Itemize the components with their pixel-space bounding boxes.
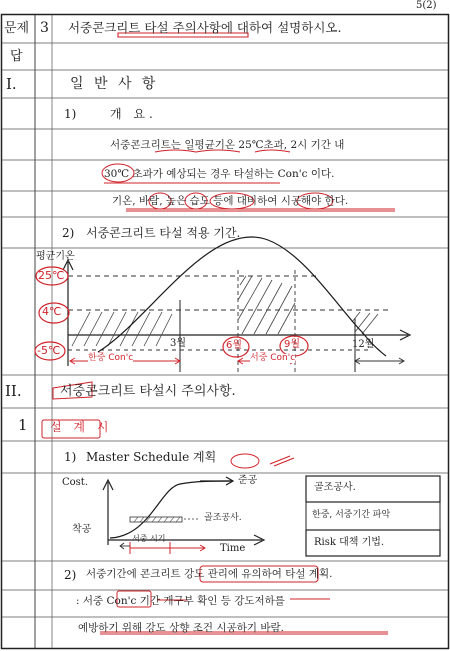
period-hot-label: 서중 Con'c bbox=[250, 353, 296, 363]
item2-line2: 예방하기 위해 강도 상향 조건 시공하기 바람. bbox=[78, 622, 284, 634]
section1-roman: I. bbox=[6, 75, 17, 93]
y-tick-minus5: -5℃ bbox=[37, 344, 61, 357]
para1-line2: 30℃ 초과가 예상되는 경우 타설하는 Con'c 이다. bbox=[104, 168, 335, 180]
section1-title: 일 반 사 항 bbox=[70, 76, 159, 92]
item1-no: 1) bbox=[64, 450, 77, 464]
hatch-hot-middle bbox=[238, 276, 295, 334]
framework-bar bbox=[130, 517, 182, 522]
hatch-cold-left bbox=[72, 312, 172, 346]
diag-bottom-left: 착공 bbox=[72, 524, 92, 535]
y-tick-4: 4℃ bbox=[42, 305, 62, 318]
x-tick-9: 9월 bbox=[284, 339, 301, 350]
hatch-cold-right bbox=[352, 312, 378, 334]
x-tick-6: 6월 bbox=[226, 340, 243, 351]
section2-title: 서중콘크리트 타설시 주의사항. bbox=[60, 384, 236, 399]
section2-sub-title: 설 계 시 bbox=[50, 420, 113, 434]
section2-sub-no: 1 bbox=[18, 416, 28, 434]
section1-sub1-no: 1) bbox=[64, 107, 77, 121]
box-line1: 한중, 서중기간 파악 bbox=[312, 510, 391, 520]
diag-y-label: Cost. bbox=[62, 477, 89, 488]
page-mark: 5(2) bbox=[416, 0, 437, 11]
diag-top-label: 준공 bbox=[238, 475, 258, 486]
period-cold-label: 한중 Con'c bbox=[88, 353, 134, 363]
para2: 기온, 바람, 높은 습도 등에 대비하여 시공해야 한다. bbox=[112, 195, 349, 207]
x-tick-12: 12월 bbox=[352, 339, 375, 350]
question-text: 서중콘크리트 타설 주의사항에 대하여 설명하시오. bbox=[68, 20, 342, 35]
item2-no: 2) bbox=[64, 568, 77, 582]
item1-title: Master Schedule 계획 bbox=[86, 450, 217, 464]
diag-phase-label: 서중 시기 bbox=[132, 534, 166, 543]
question-label: 문제 bbox=[4, 21, 30, 36]
item2-title: 서중기간에 콘크리트 강도 관리에 유의하여 타설 계획. bbox=[86, 568, 333, 580]
box-line2: Risk 대책 기법. bbox=[314, 537, 385, 548]
s-curve bbox=[110, 481, 232, 538]
y-tick-25: 25℃ bbox=[38, 269, 65, 282]
section1-sub2-no: 2) bbox=[62, 226, 75, 240]
x-tick-3: 3월 bbox=[170, 338, 187, 349]
section1-sub2-title: 서중콘크리트 타설 적용 기간. bbox=[86, 226, 241, 240]
section2-roman: II. bbox=[5, 382, 22, 400]
answer-label: 답 bbox=[10, 49, 23, 64]
diag-bar-label: 골조공사. bbox=[204, 513, 242, 523]
diag-x-label: Time bbox=[220, 543, 246, 554]
temperature-chart bbox=[35, 237, 410, 372]
box-title: 골조공사. bbox=[314, 482, 356, 493]
para1-line1: 서중콘크리트는 일평균기온 25℃초과, 2시 기간 내 bbox=[110, 139, 345, 151]
item2-line1: : 서중 Con'c 기간 개구부 확인 등 강도저하를 bbox=[76, 595, 285, 607]
question-number: 3 bbox=[40, 20, 49, 36]
chart-y-title: 평균기온 bbox=[36, 251, 75, 262]
section1-sub1-title: 개 요. bbox=[110, 107, 157, 121]
